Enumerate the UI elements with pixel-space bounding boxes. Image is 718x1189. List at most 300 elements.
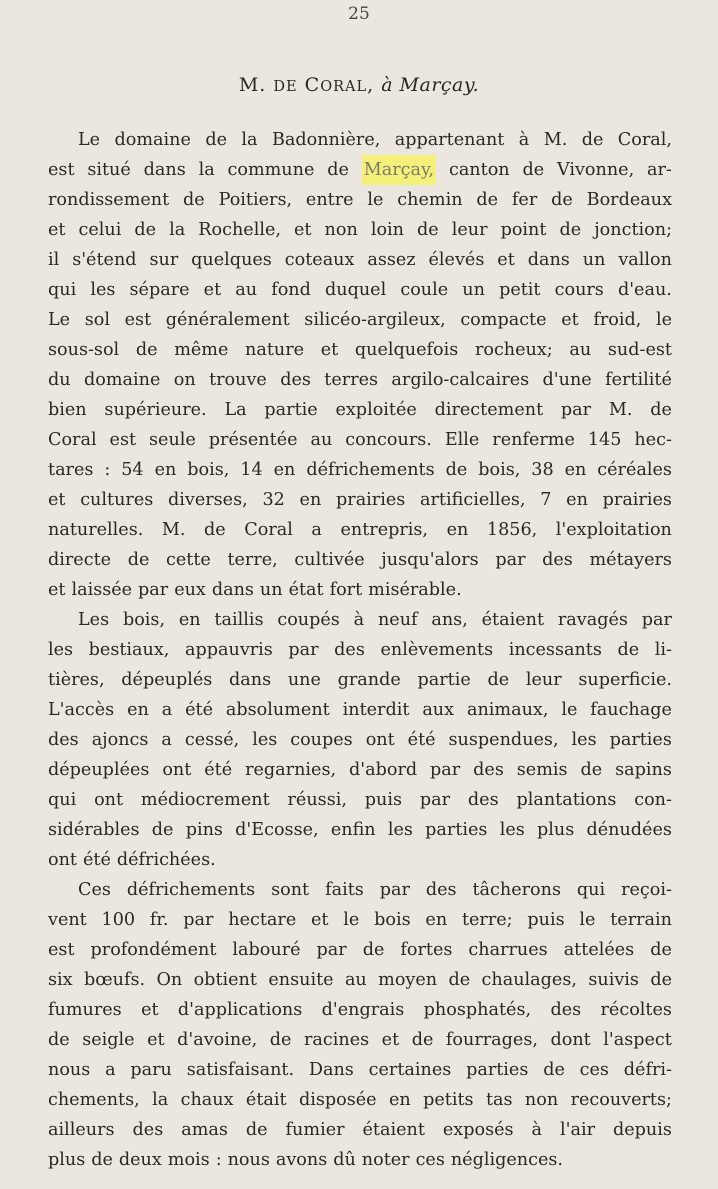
word: à: [353, 610, 365, 630]
word: de: [445, 460, 468, 480]
word: Bordeaux: [586, 190, 672, 210]
word: et: [147, 1030, 165, 1050]
word: de: [617, 640, 640, 660]
word: terrain: [610, 910, 672, 930]
text-line: [48, 455, 672, 485]
word: ensuite: [268, 970, 334, 990]
text-line: [48, 185, 672, 215]
word: en: [446, 520, 469, 540]
word: par: [288, 640, 319, 660]
word: chemin: [397, 190, 463, 210]
word: défrichements: [306, 460, 435, 480]
word: chaux: [180, 1090, 234, 1110]
word: ravagés: [557, 610, 628, 630]
word: était: [245, 1090, 287, 1110]
word: terres: [324, 370, 379, 390]
word: partie: [264, 400, 318, 420]
word: par: [419, 790, 451, 810]
word: dû: [333, 1150, 356, 1170]
word: faits: [325, 880, 364, 900]
word: été: [82, 850, 111, 870]
word: bois,: [122, 610, 166, 630]
word: 32: [262, 490, 285, 510]
text-line: [48, 395, 672, 425]
word: tières,: [48, 670, 105, 690]
text-line: [48, 875, 672, 905]
word: recouverts;: [570, 1090, 672, 1110]
word: renferme: [492, 430, 575, 450]
word: il: [48, 250, 60, 270]
word: commune: [227, 160, 315, 180]
word: d'engrais: [321, 1000, 405, 1020]
word: deux: [118, 1150, 162, 1170]
word: Dans: [308, 1060, 354, 1080]
text-line: [48, 1055, 672, 1085]
word: a: [161, 730, 172, 750]
text-line: [48, 125, 672, 155]
word: récoltes: [600, 1000, 672, 1020]
word: présentée: [208, 430, 298, 450]
word: des: [467, 790, 499, 810]
word: des: [334, 640, 365, 660]
word: en: [154, 460, 177, 480]
word: même: [174, 340, 229, 360]
word: des: [132, 1120, 164, 1140]
word: bois,: [478, 460, 521, 480]
word: bois,: [187, 460, 230, 480]
word: plus: [48, 1150, 86, 1170]
word: dépeuplées: [48, 760, 150, 780]
word: s'étend: [72, 250, 137, 270]
word: de: [650, 970, 672, 990]
text-line: [48, 845, 672, 875]
word: en: [273, 460, 296, 480]
word: noter: [361, 1150, 410, 1170]
word: de: [487, 670, 510, 690]
word: et: [381, 1030, 400, 1050]
word: Vivonne,: [556, 160, 635, 180]
word: entre: [305, 190, 354, 210]
text-line: [48, 905, 672, 935]
word: été: [204, 760, 233, 780]
word: généralement: [165, 310, 290, 330]
word: par: [183, 910, 214, 930]
word: a: [161, 700, 173, 720]
heading-place: à Marçay.: [381, 74, 480, 96]
word: parties: [466, 1060, 529, 1080]
word: dans: [527, 250, 570, 270]
word: compacte: [460, 310, 547, 330]
word: médiocrement: [140, 790, 270, 810]
word: seigle: [82, 1030, 135, 1050]
word: en: [564, 460, 587, 480]
word: de: [269, 1030, 292, 1050]
word: étaient: [481, 610, 545, 630]
word: qui: [48, 790, 77, 810]
word: ont: [162, 760, 192, 780]
text-line: [48, 515, 672, 545]
word: puis: [364, 790, 403, 810]
word: paru: [130, 1060, 172, 1080]
word: sont: [271, 880, 310, 900]
text-line: [48, 425, 672, 455]
word: dont: [550, 1030, 591, 1050]
word: du: [48, 370, 71, 390]
word: réussi,: [287, 790, 347, 810]
word: 38: [531, 460, 554, 480]
word: Coral: [244, 520, 293, 540]
text-line: [48, 155, 672, 185]
word: 100: [101, 910, 136, 930]
word: ailleurs: [48, 1120, 115, 1140]
word: li-: [654, 640, 672, 660]
word: et: [497, 250, 515, 270]
word: les: [252, 730, 278, 750]
word: le: [367, 190, 384, 210]
word: est: [48, 160, 75, 180]
text-line: [48, 215, 672, 245]
word: hec-: [634, 430, 672, 450]
word: exploitée: [335, 400, 417, 420]
word: M.: [161, 520, 186, 540]
word: par: [430, 760, 461, 780]
word: amas: [181, 1120, 228, 1140]
word: est: [109, 430, 137, 450]
word: 1856,: [486, 520, 538, 540]
word: appauvris: [184, 640, 273, 660]
word: des: [542, 550, 573, 570]
word: de: [448, 970, 471, 990]
word: directement: [434, 400, 544, 420]
word: appartenant: [394, 130, 505, 150]
word: non: [524, 1090, 559, 1110]
word: nature: [245, 340, 305, 360]
word: vent: [48, 910, 87, 930]
word: et: [203, 280, 222, 300]
word: de: [135, 340, 158, 360]
word: parties: [425, 820, 488, 840]
word: d'une: [542, 370, 592, 390]
text-line: [48, 965, 672, 995]
word: coupés: [277, 610, 340, 630]
word: neuf: [377, 610, 418, 630]
word: fortes: [400, 940, 453, 960]
word: Coral,: [617, 130, 672, 150]
word: les: [387, 820, 413, 840]
word: suivis: [588, 970, 639, 990]
text-line: [48, 935, 672, 965]
word: exposés: [442, 1120, 514, 1140]
word: ajoncs: [91, 730, 149, 750]
word: labouré: [232, 940, 301, 960]
text-line: [48, 245, 672, 275]
word: en: [388, 1090, 411, 1110]
paragraph: [48, 125, 672, 605]
word: 7: [540, 490, 552, 510]
word: de: [543, 1060, 565, 1080]
word: état: [288, 580, 324, 600]
word: négligences.: [450, 1150, 563, 1170]
word: de: [551, 190, 573, 210]
word: un: [259, 580, 283, 600]
word: ont: [94, 790, 124, 810]
text-line: [48, 755, 672, 785]
word: ar-: [647, 160, 672, 180]
word: Poitiers,: [218, 190, 293, 210]
word: Coral: [48, 430, 97, 450]
word: domaine: [114, 130, 191, 150]
word: La: [224, 400, 247, 420]
word: jonction;: [594, 220, 672, 240]
word: Badonnière,: [271, 130, 381, 150]
word: d'avoine,: [177, 1030, 258, 1050]
word: ces: [415, 1150, 445, 1170]
word: tas: [485, 1090, 513, 1110]
word: par: [379, 880, 410, 900]
word: la: [152, 1090, 169, 1110]
word: dépeuplés: [121, 670, 213, 690]
word: charrues: [468, 940, 548, 960]
word: de: [650, 940, 672, 960]
word: tâcherons: [472, 880, 561, 900]
text-line: [48, 365, 672, 395]
word: de: [327, 160, 349, 180]
word: incessants: [508, 640, 602, 660]
heading-de: DE: [273, 79, 298, 95]
word: diverses,: [168, 490, 248, 510]
word: tares: [48, 460, 94, 480]
word: concours.: [345, 430, 432, 450]
word: défrichements: [126, 880, 256, 900]
word: petits: [423, 1090, 474, 1110]
word: d'Ecosse,: [235, 820, 319, 840]
word: celui: [78, 220, 122, 240]
word: par: [138, 580, 169, 600]
word: supérieure.: [104, 400, 207, 420]
word: misérable.: [368, 580, 462, 600]
word: de: [650, 400, 672, 420]
word: des: [550, 1000, 582, 1020]
word: cours: [554, 280, 604, 300]
word: :: [215, 1150, 222, 1170]
word: bœufs.: [83, 970, 146, 990]
paragraph: [48, 875, 672, 1175]
word: M.: [608, 400, 633, 420]
text-line: [48, 725, 672, 755]
word: six: [48, 970, 73, 990]
word: en: [178, 610, 201, 630]
word: rocheux;: [474, 340, 553, 360]
word: et: [320, 340, 339, 360]
word: fertilité: [605, 370, 672, 390]
word: une: [287, 670, 321, 690]
word: interdit: [342, 700, 410, 720]
word: mois: [167, 1150, 210, 1170]
word: chaulages,: [481, 970, 577, 990]
word: d'eau.: [617, 280, 672, 300]
word: de: [245, 1120, 268, 1140]
text-line: [48, 575, 672, 605]
word: seule: [149, 430, 196, 450]
word: chements,: [48, 1090, 140, 1110]
word: froid,: [593, 310, 642, 330]
word: hectare: [228, 910, 297, 930]
word: et: [48, 580, 66, 600]
word: ont: [48, 850, 77, 870]
word: étaient: [362, 1120, 425, 1140]
word: canton: [448, 160, 510, 180]
word: vallon: [618, 250, 672, 270]
word: un: [582, 250, 606, 270]
word: la: [198, 160, 215, 180]
word: a: [311, 520, 322, 540]
word: d'applications: [177, 1000, 303, 1020]
word: bois: [374, 910, 411, 930]
word: le: [343, 910, 360, 930]
text-line: [48, 305, 672, 335]
word: Les: [78, 610, 110, 630]
word: coteaux: [284, 250, 355, 270]
word: pins: [185, 820, 223, 840]
word: trouve: [209, 370, 267, 390]
word: fort: [329, 580, 363, 600]
word: défri-: [623, 1060, 672, 1080]
word: partie: [417, 670, 471, 690]
heading-comma: ,: [367, 74, 382, 96]
word: sidérables: [48, 820, 140, 840]
word: à: [518, 130, 530, 150]
word: en: [127, 700, 149, 720]
word: on: [173, 370, 196, 390]
word: enfin: [330, 820, 376, 840]
word: l'air: [560, 1120, 595, 1140]
text-line: [48, 785, 672, 815]
word: au: [569, 340, 592, 360]
word: On: [156, 970, 183, 990]
word: a: [105, 1060, 116, 1080]
word: des: [48, 730, 79, 750]
word: jusqu'alors: [381, 550, 479, 570]
word: fumures: [48, 1000, 122, 1020]
word: puis: [527, 910, 565, 930]
word: par: [316, 940, 347, 960]
word: profondément: [90, 940, 217, 960]
word: petit: [499, 280, 541, 300]
word: artificielles,: [420, 490, 526, 510]
word: fr.: [149, 910, 169, 930]
word: par: [641, 610, 672, 630]
word: laissée: [71, 580, 133, 600]
word: en: [425, 910, 448, 930]
word: leur: [451, 220, 488, 240]
word: de: [183, 190, 205, 210]
word: d'abord: [349, 760, 418, 780]
text-line: [48, 1025, 672, 1055]
word: et: [311, 910, 329, 930]
word: regarnies,: [245, 760, 337, 780]
word: plus: [536, 820, 575, 840]
word: taillis: [214, 610, 264, 630]
word: élevés: [428, 250, 485, 270]
word: l'exploitation: [555, 520, 672, 540]
word: fer: [511, 190, 538, 210]
word: qui: [576, 880, 606, 900]
word: enlèvements: [380, 640, 494, 660]
page-number: 25: [348, 4, 370, 24]
word: cessé,: [184, 730, 240, 750]
word: est: [48, 940, 75, 960]
word: de: [580, 760, 603, 780]
word: Le: [78, 130, 101, 150]
word: nous: [227, 1150, 270, 1170]
word: racines: [303, 1030, 370, 1050]
word: directe: [48, 550, 112, 570]
word: reçoi-: [621, 880, 672, 900]
word: le: [561, 700, 578, 720]
word: dénudées: [586, 820, 672, 840]
word: depuis: [612, 1120, 672, 1140]
word: le: [655, 310, 672, 330]
word: terre,: [227, 550, 278, 570]
word: fourrages,: [445, 1030, 538, 1050]
word: ont: [365, 730, 395, 750]
word: par: [495, 550, 526, 570]
word: loin: [370, 220, 405, 240]
word: des: [473, 760, 504, 780]
word: duquel: [325, 280, 387, 300]
word: le: [579, 910, 596, 930]
word: fond: [271, 280, 311, 300]
word: prairies: [336, 490, 406, 510]
word: leur: [525, 670, 562, 690]
word: ans,: [431, 610, 468, 630]
text-line: [48, 545, 672, 575]
word: situé: [87, 160, 131, 180]
word: phosphatés,: [423, 1000, 532, 1020]
word: de: [417, 220, 439, 240]
word: con-: [634, 790, 672, 810]
heading-name-rest: ORAL: [320, 79, 368, 95]
word: certaines: [368, 1060, 452, 1080]
word: de: [151, 820, 174, 840]
word: de: [205, 130, 228, 150]
word: bien: [48, 400, 87, 420]
word: Rochelle,: [198, 220, 281, 240]
word: en: [299, 490, 322, 510]
word: assez: [367, 250, 416, 270]
word: quelquefois: [354, 340, 459, 360]
word: dans: [143, 160, 186, 180]
word: rondissement: [48, 190, 170, 210]
word: de: [411, 1030, 434, 1050]
word: la: [241, 130, 258, 150]
word: et: [48, 490, 66, 510]
word: sépare: [129, 280, 190, 300]
word: sous-sol: [48, 340, 120, 360]
word: au: [344, 970, 367, 990]
text-line: [48, 665, 672, 695]
word: aux: [422, 700, 455, 720]
word: de: [559, 220, 582, 240]
text-line: [48, 815, 672, 845]
word: la: [169, 220, 186, 240]
text-line: [48, 995, 672, 1025]
word: obtient: [193, 970, 257, 990]
word: métayers: [589, 550, 672, 570]
word: :: [104, 460, 111, 480]
word: sol: [84, 310, 110, 330]
body-text: [48, 125, 672, 1175]
